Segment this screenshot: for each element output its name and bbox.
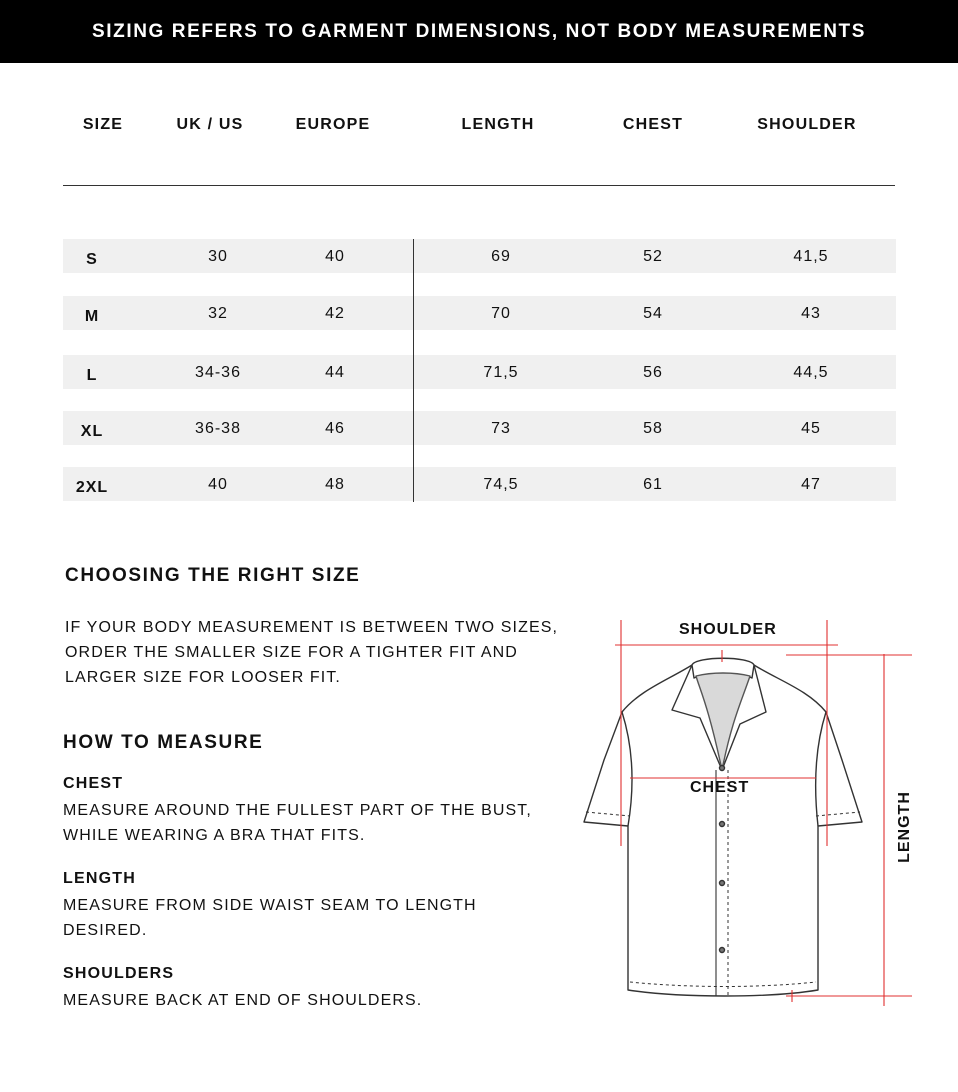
table-row: [63, 467, 896, 501]
shoulder-cell: 47: [801, 476, 821, 493]
choosing-text: [65, 615, 558, 690]
choosing-title: CHOOSING THE RIGHT SIZE: [65, 565, 361, 586]
europe-cell: 40: [325, 248, 345, 265]
size-cell: M: [84, 308, 100, 325]
shoulder-cell: 44,5: [793, 364, 829, 381]
text-line: ORDER THE SMALLER SIZE FOR A TIGHTER FIT AND: [65, 644, 518, 661]
size-cell: 2XL: [75, 479, 109, 496]
length-cell: 73: [491, 420, 511, 437]
chest-instructions: [63, 798, 532, 848]
uk-us-cell: 40: [208, 476, 228, 493]
uk-us-cell: 36-38: [195, 420, 241, 437]
table-row: [63, 411, 896, 445]
banner-title: SIZING REFERS TO GARMENT DIMENSIONS, NOT BODY MEASUREMENTS: [0, 0, 958, 63]
measurement-lines: [615, 620, 912, 1006]
length-subtitle: LENGTH: [63, 870, 136, 887]
europe-cell: 48: [325, 476, 345, 493]
chest-cell: 52: [643, 248, 663, 265]
text-line: MEASURE FROM SIDE WAIST SEAM TO LENGTH: [63, 897, 477, 914]
length-label: LENGTH: [896, 791, 913, 863]
table-row: [63, 296, 896, 330]
size-cell: XL: [80, 423, 104, 440]
shoulders-instructions: [63, 988, 422, 1013]
chest-label: CHEST: [690, 779, 750, 796]
column-header-chest: CHEST: [622, 116, 684, 133]
uk-us-cell: 32: [208, 305, 228, 322]
table-row: [63, 355, 896, 389]
column-divider: [413, 239, 414, 502]
table-row: [63, 239, 896, 273]
chest-subtitle: CHEST: [63, 775, 124, 792]
uk-us-cell: 30: [208, 248, 228, 265]
header-divider: [63, 185, 895, 186]
chest-cell: 56: [643, 364, 663, 381]
size-cell: S: [86, 251, 98, 268]
length-cell: 70: [491, 305, 511, 322]
shoulder-label: SHOULDER: [679, 621, 777, 638]
shoulder-cell: 45: [801, 420, 821, 437]
column-header-length: LENGTH: [461, 116, 535, 133]
text-line: DESIRED.: [63, 922, 148, 939]
chest-cell: 58: [643, 420, 663, 437]
size-cell: L: [86, 367, 98, 384]
column-header-shoulder: SHOULDER: [757, 116, 857, 133]
europe-cell: 46: [325, 420, 345, 437]
text-line: MEASURE BACK AT END OF SHOULDERS.: [63, 992, 423, 1009]
chest-cell: 54: [643, 305, 663, 322]
europe-cell: 42: [325, 305, 345, 322]
length-cell: 74,5: [483, 476, 519, 493]
europe-cell: 44: [325, 364, 345, 381]
text-line: LARGER SIZE FOR LOOSER FIT.: [65, 669, 341, 686]
shoulder-cell: 43: [801, 305, 821, 322]
length-cell: 69: [491, 248, 511, 265]
column-header-europe: EUROPE: [295, 116, 371, 133]
length-cell: 71,5: [483, 364, 519, 381]
length-instructions: [63, 893, 477, 943]
text-line: WHILE WEARING A BRA THAT FITS.: [63, 827, 366, 844]
shirt-outline-icon: [584, 658, 862, 996]
shoulders-subtitle: SHOULDERS: [63, 965, 175, 982]
uk-us-cell: 34-36: [195, 364, 241, 381]
how-to-measure-title: HOW TO MEASURE: [63, 732, 264, 753]
column-header-size: SIZE: [82, 116, 124, 133]
text-line: IF YOUR BODY MEASUREMENT IS BETWEEN TWO SIZES,: [65, 619, 559, 636]
column-header-uk-us: UK / US: [176, 116, 244, 133]
shoulder-cell: 41,5: [793, 248, 829, 265]
chest-cell: 61: [643, 476, 663, 493]
text-line: MEASURE AROUND THE FULLEST PART OF THE BUST,: [63, 802, 532, 819]
